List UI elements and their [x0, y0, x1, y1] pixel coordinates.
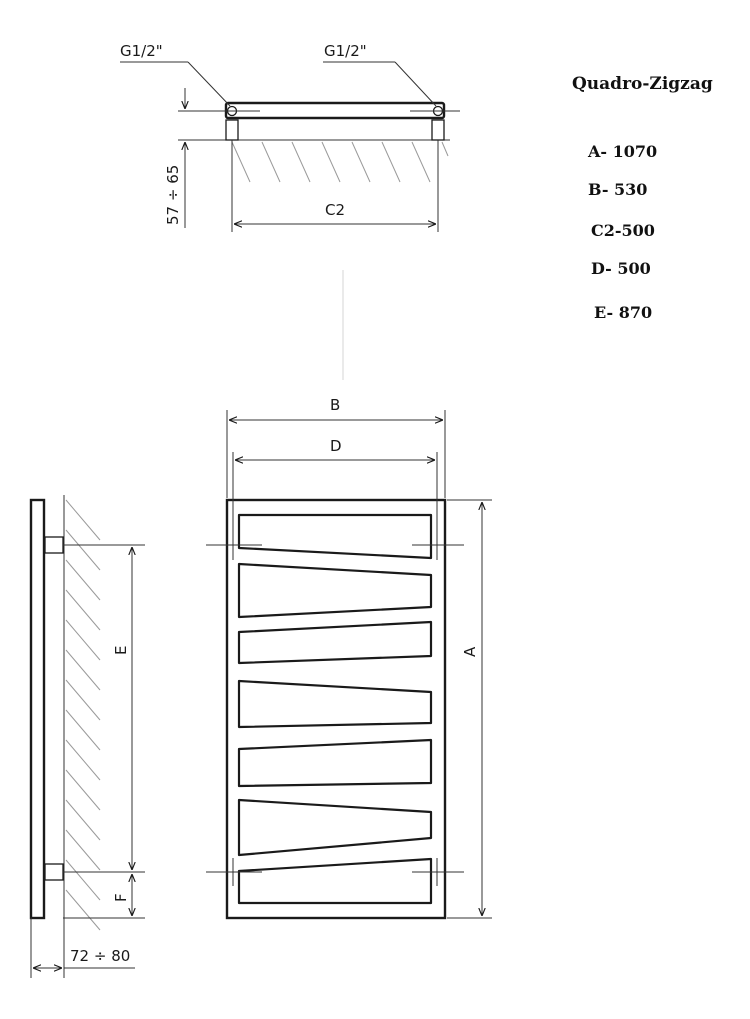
spec-e: E- 870: [594, 303, 653, 322]
e-label: E: [112, 645, 130, 655]
top-view: [120, 42, 460, 232]
top-wall-hatching: [185, 140, 450, 182]
a-label: A: [461, 646, 479, 657]
depth-label: 72 ÷ 80: [70, 947, 131, 965]
b-label: B: [330, 396, 341, 414]
right-connector: [432, 120, 444, 140]
side-profile: [31, 500, 44, 918]
side-view: [31, 495, 145, 978]
left-connector: [226, 120, 238, 140]
zigzag-panel-5: [239, 740, 431, 786]
d-label: D: [330, 437, 342, 455]
spec-d: D- 500: [591, 259, 651, 278]
spec-b: B- 530: [588, 180, 648, 199]
side-wall-hatching: [64, 495, 100, 930]
spec-c2: C2-500: [591, 221, 655, 240]
thread-right-label: G1/2": [324, 42, 367, 60]
side-connector-top: [45, 537, 63, 553]
thread-left-label: G1/2": [120, 42, 163, 60]
wall-gap-label: 57 ÷ 65: [164, 164, 182, 225]
c2-label: C2: [325, 201, 346, 219]
front-view: [206, 396, 492, 918]
side-connector-bottom: [45, 864, 63, 880]
spec-a: A- 1070: [588, 142, 658, 161]
spec-list: [572, 74, 713, 322]
f-label: F: [112, 893, 130, 902]
product-name: Quadro-Zigzag: [572, 74, 713, 94]
